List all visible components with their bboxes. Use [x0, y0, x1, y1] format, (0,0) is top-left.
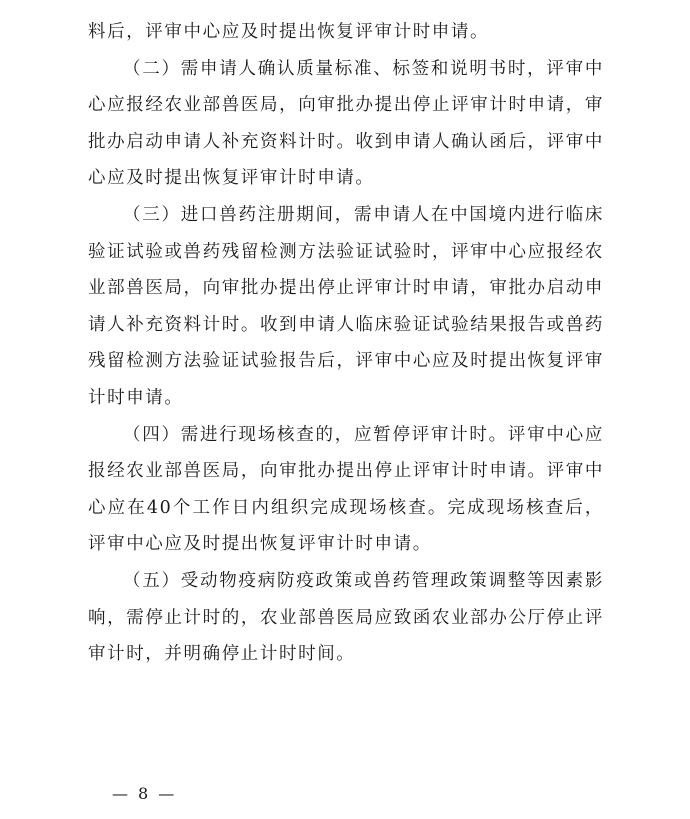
footer-dash-left: —	[112, 784, 129, 803]
document-body	[88, 14, 604, 673]
page-footer	[112, 784, 175, 803]
paragraph-item-5: （五）受动物疫病防疫政策或兽药管理政策调整等因素影响，需停止计时的，农业部兽医局应致函农业部办公厅停止评审计时，并明确停止计时时间。	[88, 570, 604, 665]
footer-dash-right: —	[158, 784, 176, 803]
page-number: 8	[138, 784, 150, 803]
paragraph-item-4: （四）需进行现场核查的，应暂停评审计时。评审中心应报经农业部兽医局，向审批办提出停止评审计时申请。评审中心应在40个工作日内组织完成现场核查。完成现场核查后，评审中心应及时提出恢复评审计时申请。	[88, 424, 604, 555]
paragraph-item-3: （三）进口兽药注册期间，需申请人在中国境内进行临床验证试验或兽药残留检测方法验证试验时，评审中心应报经农业部兽医局，向审批办提出停止评审计时申请，审批办启动申请人补充资料计时。收到申请人临床验证试验结果报告或兽药残留检测方法验证试验报告后，评审中心应及时提出恢复评审计时申请。	[88, 204, 604, 408]
paragraph-item-2: （二）需申请人确认质量标准、标签和说明书时，评审中心应报经农业部兽医局，向审批办提出停止评审计时申请，审批办启动申请人补充资料计时。收到申请人确认函后，评审中心应及时提出恢复评审计时申请。	[88, 58, 604, 189]
paragraph-continuation: 料后，评审中心应及时提出恢复评审计时申请。	[88, 22, 490, 42]
